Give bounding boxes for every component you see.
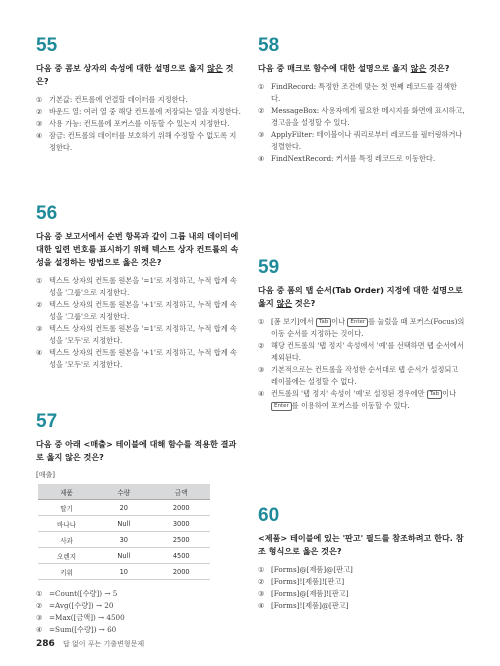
table-cell: 4500 (152, 548, 210, 564)
option-4[interactable]: ④ 잠금: 컨트롤의 데이터를 보호하기 위해 수정할 수 없도록 지정한다. (36, 131, 237, 152)
table-cell: Null (95, 516, 152, 532)
question-number: 59 (258, 257, 280, 278)
table-cell: 30 (95, 532, 152, 548)
book-title: 답 없이 푸는 기출변형문제 (63, 640, 145, 648)
option-1[interactable]: ① 기본값: 컨트롤에 연결할 데이터를 지정한다. (36, 95, 188, 104)
tab-key-icon: Tab (316, 318, 331, 327)
table-cell: 3000 (152, 516, 210, 532)
question-56 (36, 204, 242, 371)
option-1[interactable]: ① [폼 보기]에서 Tab 이나 Enter 를 눌렀을 때 포커스(Focus)의 이동 순서를 지정하는 것이다. (258, 317, 465, 338)
column-header: 금액 (152, 484, 210, 500)
option-2[interactable]: ② [Forms]![제품]![판고] (258, 577, 345, 586)
option-2[interactable]: ② 텍스트 상자의 컨트롤 원본을 '+1'로 지정하고, 누적 합계 속성을 '그룹'으로 지정한다. (36, 300, 237, 321)
question-stem: 다음 중 콤보 상자의 속성에 대한 설명으로 옳지 않은 것은? (36, 63, 234, 86)
table-row (38, 532, 210, 548)
question-55 (36, 36, 242, 154)
page-number: 286 (36, 639, 55, 649)
options-list (258, 564, 466, 612)
table-cell: 20 (95, 500, 152, 516)
question-58 (258, 36, 466, 165)
enter-key-icon: Enter (271, 402, 292, 411)
option-1[interactable]: ① =Count([수량]) → 5 (36, 589, 118, 598)
table-row (38, 500, 210, 516)
option-1[interactable]: ① [Forms]@[제품]@[판고] (258, 565, 353, 574)
options-list (36, 588, 242, 636)
table-cell: 바나나 (38, 516, 95, 532)
option-3[interactable]: ③ 기본적으로는 컨트롤을 작성한 순서대로 탭 순서가 설정되고 레이블에는 설정할 수 없다. (258, 365, 459, 386)
question-57 (36, 412, 242, 636)
question-stem: <제품> 테이블에 있는 '판고' 필드를 참조하려고 한다. 참조 형식으로 옳은 것은? (258, 533, 464, 556)
question-number: 58 (258, 35, 280, 56)
option-4[interactable]: ④ FindNextRecord: 커서를 특정 레코드로 이동한다. (258, 154, 436, 163)
tab-key-icon: Tab (427, 390, 442, 399)
table-cell: 10 (95, 564, 152, 580)
option-2[interactable]: ② =Avg([수량]) → 20 (36, 601, 114, 610)
options-list (258, 316, 466, 412)
option-3[interactable]: ③ [Forms]@[제품]![판고] (258, 589, 349, 598)
option-3[interactable]: ③ ApplyFilter: 테이블이나 쿼리로부터 레코드를 필터링하거나 정렬한다. (258, 130, 463, 151)
option-2[interactable]: ② 해당 컨트롤의 '탭 정지' 속성에서 '예'를 선택하면 탭 순서에서 제외된다. (258, 341, 464, 362)
question-stem: 다음 중 매크로 함수에 대한 설명으로 옳지 않은 것은? (258, 63, 450, 73)
page-footer (36, 639, 144, 649)
table-row (38, 548, 210, 564)
options-list (258, 81, 466, 165)
options-list (36, 94, 242, 154)
table-cell: 2000 (152, 500, 210, 516)
question-60 (258, 506, 466, 612)
question-stem: 다음 중 보고서에서 순번 항목과 같이 그룹 내의 데이터에 대한 일련 번호를 표시하기 위해 텍스트 상자 컨트롤의 속성을 설정하는 방법으로 옳은 것은? (36, 231, 239, 267)
sales-table (38, 484, 210, 580)
table-cell: 2500 (152, 532, 210, 548)
table-cell: 키위 (38, 564, 95, 580)
option-4[interactable]: ④ 컨트롤의 '탭 정지' 속성이 '예'로 설정된 경우에만 Tab 이나 Enter 를 이용하여 포커스를 이동할 수 있다. (258, 389, 457, 410)
enter-key-icon: Enter (347, 318, 368, 327)
option-4[interactable]: ④ [Forms]![제품]@[판고] (258, 601, 349, 610)
options-list (36, 275, 242, 371)
table-caption: [매출] (36, 471, 55, 479)
column-header: 수량 (95, 484, 152, 500)
question-stem: 다음 중 폼의 탭 순서(Tab Order) 지정에 대한 설명으로 옳지 않은 것은? (258, 285, 463, 308)
column-header: 제품 (38, 484, 95, 500)
table-cell: 딸기 (38, 500, 95, 516)
option-4[interactable]: ④ =Sum([수량]) → 60 (36, 625, 117, 634)
table-cell: 2000 (152, 564, 210, 580)
option-4[interactable]: ④ 텍스트 상자의 컨트롤 원본을 '+1'로 지정하고, 누적 합계 속성을 '모두'로 지정한다. (36, 348, 237, 369)
table-cell: Null (95, 548, 152, 564)
option-2[interactable]: ② MessageBox: 사용자에게 필요한 메시지를 화면에 표시하고, 경고음을 설정할 수 있다. (258, 106, 465, 127)
option-3[interactable]: ③ =Max([금액]) → 4500 (36, 613, 125, 622)
option-1[interactable]: ① 텍스트 상자의 컨트롤 원본을 '=1'로 지정하고, 누적 합계 속성을 '그룹'으로 지정한다. (36, 276, 237, 297)
table-cell: 사과 (38, 532, 95, 548)
question-number: 57 (36, 411, 58, 432)
question-number: 56 (36, 203, 58, 224)
table-header-row (38, 484, 210, 500)
option-3[interactable]: ③ 사용 가능: 컨트롤에 포커스를 이동할 수 있는지 지정한다. (36, 119, 230, 128)
option-1[interactable]: ① FindRecord: 특정한 조건에 맞는 첫 번째 레코드를 검색한다. (258, 82, 457, 103)
question-number: 60 (258, 505, 280, 526)
table-cell: 오렌지 (38, 548, 95, 564)
table-row (38, 516, 210, 532)
option-3[interactable]: ③ 텍스트 상자의 컨트롤 원본을 '=1'로 지정하고, 누적 합계 속성을 '모두'로 지정한다. (36, 324, 237, 345)
question-59 (258, 258, 466, 412)
question-number: 55 (36, 35, 58, 56)
question-stem: 다음 중 아래 <매출> 테이블에 대해 함수를 적용한 결과로 옳지 않은 것은? (36, 439, 237, 462)
table-row (38, 564, 210, 580)
option-2[interactable]: ② 바운드 열: 여러 열 중 해당 컨트롤에 저장되는 열을 지정한다. (36, 107, 241, 116)
